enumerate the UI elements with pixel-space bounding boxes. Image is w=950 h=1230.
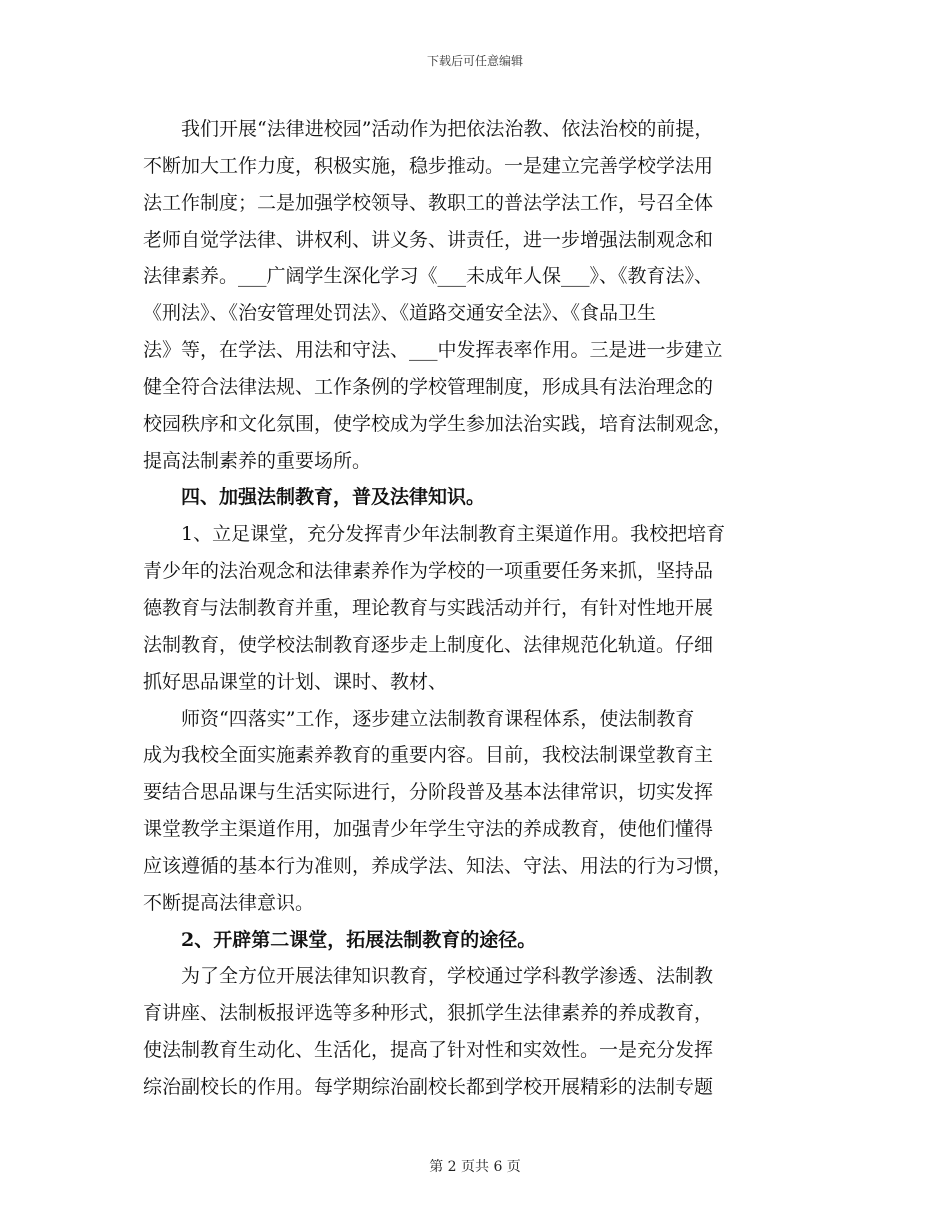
body-text-line: 为了全方位开展法律知识教育，学校通过学科教学渗透、法制教 — [143, 965, 714, 988]
body-text-line: 法律素养。___广阔学生深化学习《___未成年人保___》、《教育法》、 — [143, 265, 714, 288]
body-text-line: 育讲座、法制板报评选等多种形式，狠抓学生法律素养的养成教育， — [143, 1002, 714, 1025]
page-header: 下载后可任意编辑 — [426, 54, 523, 68]
body-text-line: 成为我校全面实施素养教育的重要内容。目前，我校法制课堂教育主 — [143, 744, 714, 767]
body-text-line: 应该遵循的基本行为准则，养成学法、知法、守法、用法的行为习惯， — [143, 854, 733, 877]
body-text-line: 我们开展“法律进校园”活动作为把依法治教、依法治校的前提， — [143, 118, 714, 140]
body-text-line: 综治副校长的作用。每学期综治副校长都到学校开展精彩的法制专题 — [143, 1075, 714, 1098]
section-heading: 四、加强法制教育，普及法律知识。 — [143, 486, 486, 509]
page-number: 第 2 页共 6 页 — [429, 1159, 521, 1175]
body-text-line: 校园秩序和文化氛围，使学校成为学生参加法治实践，培育法制观念， — [143, 412, 733, 435]
body-text-line: 不断加大工作力度，积极实施，稳步推动。一是建立完善学校学法用 — [143, 154, 714, 177]
body-text-line: 青少年的法治观念和法律素养作为学校的一项重要任务来抓，坚持品 — [143, 560, 714, 583]
body-text-line: 德教育与法制教育并重，理论教育与实践活动并行，有针对性地开展 — [143, 596, 714, 619]
body-text-line: 《刑法》、《治安管理处罚法》、《道路交通安全法》、《食品卫生 — [143, 302, 657, 325]
body-text-line: 法》等，在学法、用法和守法、___中发挥表率作用。三是进一步建立 — [143, 339, 723, 362]
body-text-line: 法工作制度；二是加强学校领导、教职工的普法学法工作，号召全体 — [143, 191, 714, 214]
body-text-line: 师资“四落实”工作，逐步建立法制教育课程体系，使法制教育 — [143, 707, 695, 730]
body-text-line: 不断提高法律意识。 — [143, 891, 315, 914]
body-text-line: 提高法制素养的重要场所。 — [143, 449, 372, 472]
body-text-line: 课堂教学主渠道作用，加强青少年学生守法的养成教育，使他们懂得 — [143, 818, 714, 841]
body-text-line: 老师自觉学法律、讲权利、讲义务、讲责任，进一步增强法制观念和 — [143, 228, 714, 251]
body-text-line: 要结合思品课与生活实际进行，分阶段普及基本法律常识，切实发挥 — [143, 781, 714, 804]
section-heading: 2、开辟第二课堂，拓展法制教育的途径。 — [143, 928, 537, 951]
body-text-line: 抓好思品课堂的计划、课时、教材、 — [143, 670, 448, 693]
body-text-line: 健全符合法律法规、工作条例的学校管理制度，形成具有法治理念的 — [143, 375, 714, 398]
document-body — [143, 111, 813, 1106]
body-text-line: 1、立足课堂，充分发挥青少年法制教育主渠道作用。我校把培育 — [143, 523, 726, 546]
body-text-line: 法制教育，使学校法制教育逐步走上制度化、法律规范化轨道。仔细 — [143, 633, 714, 656]
body-text-line: 使法制教育生动化、生活化，提高了针对性和实效性。一是充分发挥 — [143, 1039, 714, 1062]
